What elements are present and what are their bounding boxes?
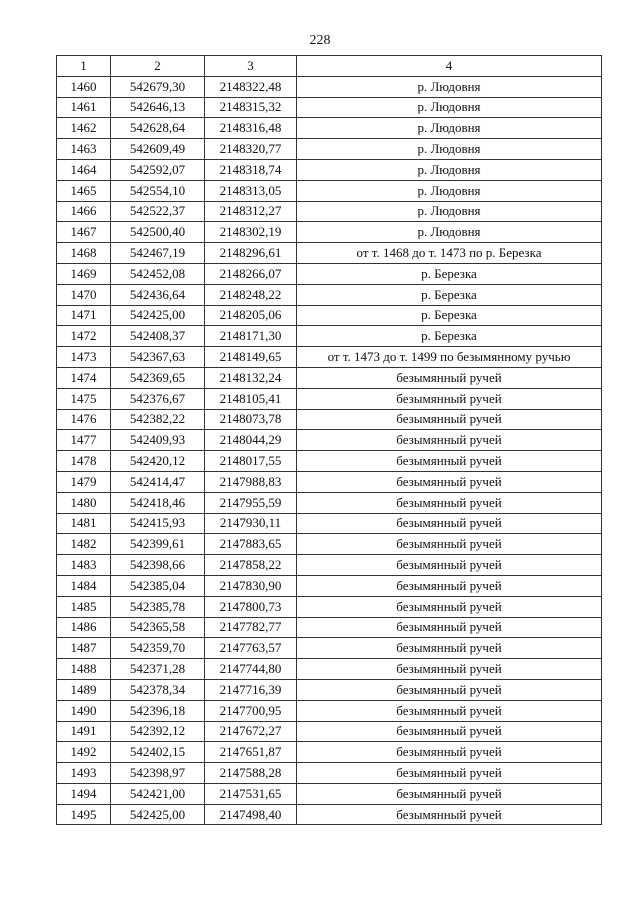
cell-point-number: 1489 <box>57 679 111 700</box>
cell-y-coordinate: 2147651,87 <box>205 742 297 763</box>
cell-point-number: 1476 <box>57 409 111 430</box>
cell-description: р. Людовня <box>297 159 602 180</box>
cell-x-coordinate: 542415,93 <box>111 513 205 534</box>
table-row <box>57 409 602 430</box>
cell-description: от т. 1468 до т. 1473 по р. Березка <box>297 243 602 264</box>
cell-x-coordinate: 542679,30 <box>111 76 205 97</box>
cell-y-coordinate: 2148132,24 <box>205 367 297 388</box>
cell-point-number: 1483 <box>57 555 111 576</box>
table-row <box>57 159 602 180</box>
cell-y-coordinate: 2148302,19 <box>205 222 297 243</box>
cell-description: р. Березка <box>297 284 602 305</box>
table-row <box>57 284 602 305</box>
table-row <box>57 305 602 326</box>
cell-description: безымянный ручей <box>297 492 602 513</box>
cell-point-number: 1462 <box>57 118 111 139</box>
cell-y-coordinate: 2147800,73 <box>205 596 297 617</box>
cell-y-coordinate: 2148313,05 <box>205 180 297 201</box>
cell-description: безымянный ручей <box>297 575 602 596</box>
cell-x-coordinate: 542425,00 <box>111 305 205 326</box>
cell-description: безымянный ручей <box>297 659 602 680</box>
cell-description: безымянный ручей <box>297 430 602 451</box>
cell-x-coordinate: 542382,22 <box>111 409 205 430</box>
table-row <box>57 742 602 763</box>
cell-x-coordinate: 542452,08 <box>111 263 205 284</box>
cell-y-coordinate: 2148017,55 <box>205 451 297 472</box>
cell-point-number: 1495 <box>57 804 111 825</box>
table-row <box>57 513 602 534</box>
cell-description: р. Людовня <box>297 180 602 201</box>
cell-description: безымянный ручей <box>297 367 602 388</box>
cell-y-coordinate: 2148171,30 <box>205 326 297 347</box>
cell-y-coordinate: 2147988,83 <box>205 471 297 492</box>
cell-point-number: 1477 <box>57 430 111 451</box>
table-row <box>57 763 602 784</box>
cell-x-coordinate: 542628,64 <box>111 118 205 139</box>
table-row <box>57 180 602 201</box>
table-row <box>57 243 602 264</box>
cell-point-number: 1494 <box>57 783 111 804</box>
cell-x-coordinate: 542367,63 <box>111 347 205 368</box>
cell-point-number: 1491 <box>57 721 111 742</box>
cell-description: р. Березка <box>297 326 602 347</box>
cell-x-coordinate: 542592,07 <box>111 159 205 180</box>
table-row <box>57 139 602 160</box>
cell-point-number: 1472 <box>57 326 111 347</box>
cell-point-number: 1470 <box>57 284 111 305</box>
cell-y-coordinate: 2148266,07 <box>205 263 297 284</box>
cell-x-coordinate: 542398,66 <box>111 555 205 576</box>
cell-x-coordinate: 542609,49 <box>111 139 205 160</box>
page-number: 228 <box>309 33 331 48</box>
cell-y-coordinate: 2148320,77 <box>205 139 297 160</box>
cell-x-coordinate: 542408,37 <box>111 326 205 347</box>
cell-y-coordinate: 2148296,61 <box>205 243 297 264</box>
cell-description: безымянный ручей <box>297 679 602 700</box>
cell-description: безымянный ручей <box>297 555 602 576</box>
cell-point-number: 1478 <box>57 451 111 472</box>
cell-x-coordinate: 542376,67 <box>111 388 205 409</box>
cell-description: безымянный ручей <box>297 617 602 638</box>
column-header-description: 4 <box>297 56 602 77</box>
cell-description: безымянный ручей <box>297 513 602 534</box>
cell-description: р. Людовня <box>297 76 602 97</box>
table-row <box>57 388 602 409</box>
cell-point-number: 1482 <box>57 534 111 555</box>
cell-point-number: 1471 <box>57 305 111 326</box>
table-row <box>57 347 602 368</box>
cell-description: безымянный ручей <box>297 763 602 784</box>
column-header-y-coordinate: 3 <box>205 56 297 77</box>
cell-description: безымянный ручей <box>297 804 602 825</box>
cell-y-coordinate: 2147858,22 <box>205 555 297 576</box>
cell-point-number: 1461 <box>57 97 111 118</box>
cell-y-coordinate: 2147498,40 <box>205 804 297 825</box>
cell-y-coordinate: 2147955,59 <box>205 492 297 513</box>
table-row <box>57 679 602 700</box>
table-row <box>57 430 602 451</box>
cell-x-coordinate: 542385,78 <box>111 596 205 617</box>
table-row <box>57 201 602 222</box>
cell-y-coordinate: 2147883,65 <box>205 534 297 555</box>
table-row <box>57 638 602 659</box>
cell-x-coordinate: 542554,10 <box>111 180 205 201</box>
cell-point-number: 1480 <box>57 492 111 513</box>
cell-description: безымянный ручей <box>297 451 602 472</box>
table-row <box>57 659 602 680</box>
table-row <box>57 617 602 638</box>
table-row <box>57 700 602 721</box>
table-row <box>57 575 602 596</box>
cell-point-number: 1487 <box>57 638 111 659</box>
cell-point-number: 1484 <box>57 575 111 596</box>
cell-point-number: 1486 <box>57 617 111 638</box>
cell-point-number: 1467 <box>57 222 111 243</box>
cell-y-coordinate: 2147744,80 <box>205 659 297 680</box>
cell-y-coordinate: 2147588,28 <box>205 763 297 784</box>
cell-y-coordinate: 2147782,77 <box>205 617 297 638</box>
cell-y-coordinate: 2148149,65 <box>205 347 297 368</box>
cell-y-coordinate: 2147531,65 <box>205 783 297 804</box>
cell-x-coordinate: 542398,97 <box>111 763 205 784</box>
cell-point-number: 1493 <box>57 763 111 784</box>
cell-point-number: 1466 <box>57 201 111 222</box>
cell-point-number: 1492 <box>57 742 111 763</box>
cell-point-number: 1463 <box>57 139 111 160</box>
cell-description: безымянный ручей <box>297 700 602 721</box>
cell-description: р. Березка <box>297 305 602 326</box>
column-header-x-coordinate: 2 <box>111 56 205 77</box>
cell-x-coordinate: 542371,28 <box>111 659 205 680</box>
cell-description: безымянный ручей <box>297 409 602 430</box>
coordinates-table <box>56 55 602 825</box>
cell-point-number: 1474 <box>57 367 111 388</box>
cell-description: от т. 1473 до т. 1499 по безымянному ручью <box>297 347 602 368</box>
table-row <box>57 596 602 617</box>
cell-description: р. Людовня <box>297 97 602 118</box>
cell-y-coordinate: 2148044,29 <box>205 430 297 451</box>
cell-y-coordinate: 2147716,39 <box>205 679 297 700</box>
cell-y-coordinate: 2147763,57 <box>205 638 297 659</box>
cell-x-coordinate: 542392,12 <box>111 721 205 742</box>
cell-x-coordinate: 542369,65 <box>111 367 205 388</box>
table-row <box>57 97 602 118</box>
table-row <box>57 721 602 742</box>
table-row <box>57 783 602 804</box>
cell-point-number: 1479 <box>57 471 111 492</box>
cell-x-coordinate: 542378,34 <box>111 679 205 700</box>
cell-x-coordinate: 542425,00 <box>111 804 205 825</box>
table-body <box>57 76 602 825</box>
table-row <box>57 804 602 825</box>
cell-point-number: 1465 <box>57 180 111 201</box>
cell-x-coordinate: 542436,64 <box>111 284 205 305</box>
cell-y-coordinate: 2148248,22 <box>205 284 297 305</box>
cell-description: безымянный ручей <box>297 783 602 804</box>
cell-description: безымянный ручей <box>297 742 602 763</box>
cell-description: р. Людовня <box>297 118 602 139</box>
table-row <box>57 451 602 472</box>
cell-point-number: 1469 <box>57 263 111 284</box>
column-header-point-number: 1 <box>57 56 111 77</box>
cell-description: безымянный ручей <box>297 638 602 659</box>
cell-y-coordinate: 2147830,90 <box>205 575 297 596</box>
cell-x-coordinate: 542500,40 <box>111 222 205 243</box>
cell-point-number: 1475 <box>57 388 111 409</box>
table-row <box>57 118 602 139</box>
cell-x-coordinate: 542399,61 <box>111 534 205 555</box>
cell-y-coordinate: 2148316,48 <box>205 118 297 139</box>
cell-y-coordinate: 2148073,78 <box>205 409 297 430</box>
cell-x-coordinate: 542402,15 <box>111 742 205 763</box>
table-row <box>57 534 602 555</box>
cell-description: безымянный ручей <box>297 388 602 409</box>
cell-x-coordinate: 542418,46 <box>111 492 205 513</box>
cell-point-number: 1473 <box>57 347 111 368</box>
cell-description: безымянный ручей <box>297 721 602 742</box>
cell-point-number: 1481 <box>57 513 111 534</box>
cell-x-coordinate: 542365,58 <box>111 617 205 638</box>
cell-x-coordinate: 542467,19 <box>111 243 205 264</box>
cell-y-coordinate: 2148205,06 <box>205 305 297 326</box>
cell-y-coordinate: 2148105,41 <box>205 388 297 409</box>
cell-y-coordinate: 2148315,32 <box>205 97 297 118</box>
table-row <box>57 471 602 492</box>
cell-y-coordinate: 2148318,74 <box>205 159 297 180</box>
cell-x-coordinate: 542646,13 <box>111 97 205 118</box>
cell-description: безымянный ручей <box>297 471 602 492</box>
cell-x-coordinate: 542409,93 <box>111 430 205 451</box>
cell-y-coordinate: 2148312,27 <box>205 201 297 222</box>
table-header-row <box>57 56 602 77</box>
table-row <box>57 76 602 97</box>
cell-y-coordinate: 2147930,11 <box>205 513 297 534</box>
cell-x-coordinate: 542385,04 <box>111 575 205 596</box>
cell-x-coordinate: 542421,00 <box>111 783 205 804</box>
cell-description: р. Людовня <box>297 201 602 222</box>
table-row <box>57 492 602 513</box>
cell-description: безымянный ручей <box>297 596 602 617</box>
cell-point-number: 1485 <box>57 596 111 617</box>
cell-point-number: 1488 <box>57 659 111 680</box>
table-row <box>57 222 602 243</box>
cell-x-coordinate: 542414,47 <box>111 471 205 492</box>
cell-y-coordinate: 2147672,27 <box>205 721 297 742</box>
cell-description: р. Березка <box>297 263 602 284</box>
cell-point-number: 1464 <box>57 159 111 180</box>
cell-y-coordinate: 2147700,95 <box>205 700 297 721</box>
cell-x-coordinate: 542420,12 <box>111 451 205 472</box>
cell-point-number: 1490 <box>57 700 111 721</box>
table-row <box>57 326 602 347</box>
table-row <box>57 555 602 576</box>
cell-description: р. Людовня <box>297 222 602 243</box>
cell-x-coordinate: 542522,37 <box>111 201 205 222</box>
cell-x-coordinate: 542396,18 <box>111 700 205 721</box>
cell-y-coordinate: 2148322,48 <box>205 76 297 97</box>
table-row <box>57 367 602 388</box>
table-row <box>57 263 602 284</box>
cell-x-coordinate: 542359,70 <box>111 638 205 659</box>
cell-description: р. Людовня <box>297 139 602 160</box>
cell-description: безымянный ручей <box>297 534 602 555</box>
cell-point-number: 1468 <box>57 243 111 264</box>
cell-point-number: 1460 <box>57 76 111 97</box>
